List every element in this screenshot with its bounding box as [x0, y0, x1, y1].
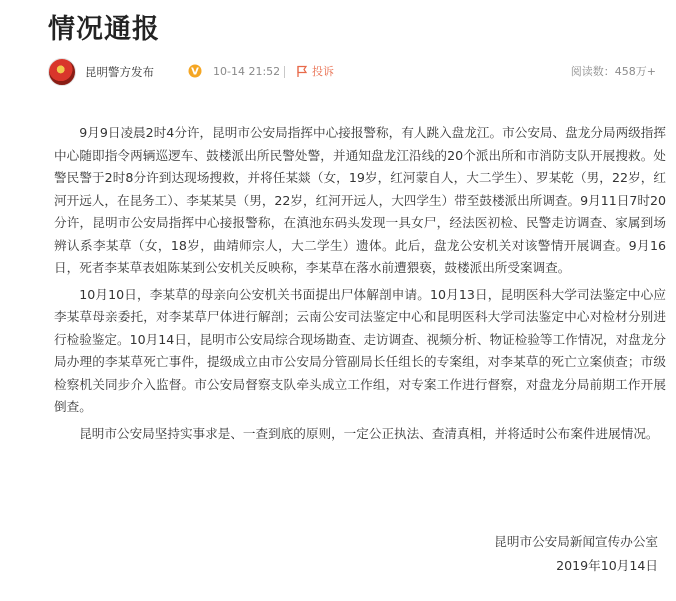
paragraph-3: 昆明市公安局坚持实事求是、一查到底的原则，一定公正执法、查清真相，并将适时公布案件进展情况。 [79, 425, 659, 441]
post-datetime: 10-14 21:52 [213, 65, 281, 78]
verified-badge-icon [188, 64, 202, 78]
author-name[interactable]: 昆明警方发布 [85, 65, 154, 79]
paragraph-2: 10月10日，李某草的母亲向公安机关书面提出尸体解剖申请。10月13日，昆明医科大学司法鉴定中心应李某草母亲委托，对李某草尸体进行解剖；云南公安司法鉴定中心和昆明医科大学司法鉴定中心对检材分别进行检验鉴定。10月14日，昆明市公安局综合现场勘查、走访调查、视频分析、物证检验等工作情况，对盘龙分局办理的李某草死亡事件，提级成立由市公安局分管副局长任组长的专案组，对李某草的死亡立案侦查；市级检察机关同步介入监督。市公安局督察支队牵头成立工作组，对专案工作进行督察，对盘龙分局前期工作开展倒查。 [54, 286, 666, 414]
svg-text:V: V [191, 66, 199, 78]
author-avatar[interactable] [48, 58, 76, 86]
report-icon[interactable] [296, 65, 308, 78]
report-link[interactable]: 投诉 [312, 65, 334, 78]
meta-divider [284, 66, 285, 78]
post-meta [48, 58, 660, 88]
page-title: 情况通报 [48, 14, 160, 45]
read-count: 阅读数：458万+ [570, 65, 656, 78]
article-body [54, 122, 666, 449]
signoff-date: 2019年10月14日 [556, 558, 658, 573]
signoff-organization: 昆明市公安局新闻宣传办公室 [494, 534, 658, 549]
signoff [494, 530, 658, 578]
paragraph-1: 9月9日凌晨2时4分许，昆明市公安局指挥中心接报警称，有人跳入盘龙江。市公安局、盘龙分局两级指挥中心随即指令两辆巡逻车、鼓楼派出所民警处警，并通知盘龙江沿线的20个派出所和市消防支队开展搜救。处警民警于2时8分许到达现场搜救，并将任某燚（女，19岁，红河蒙自人，大二学生）、罗某乾（男，22岁，红河开远人，在昆务工）、李某某昊（男，22岁，红河开远人，大四学生）带至鼓楼派出所调查。9月11日7时20分许，昆明市公安局指挥中心接报警称，在滇池东码头发现一具女尸，经法医初检、民警走访调查、家属到场辨认系李某草（女，18岁，曲靖师宗人，大二学生）遗体。此后，盘龙公安机关对该警情开展调查。9月16日，死者李某草表姐陈某到公安机关反映称，李某草在落水前遭猥亵，鼓楼派出所受案调查。 [54, 125, 666, 275]
